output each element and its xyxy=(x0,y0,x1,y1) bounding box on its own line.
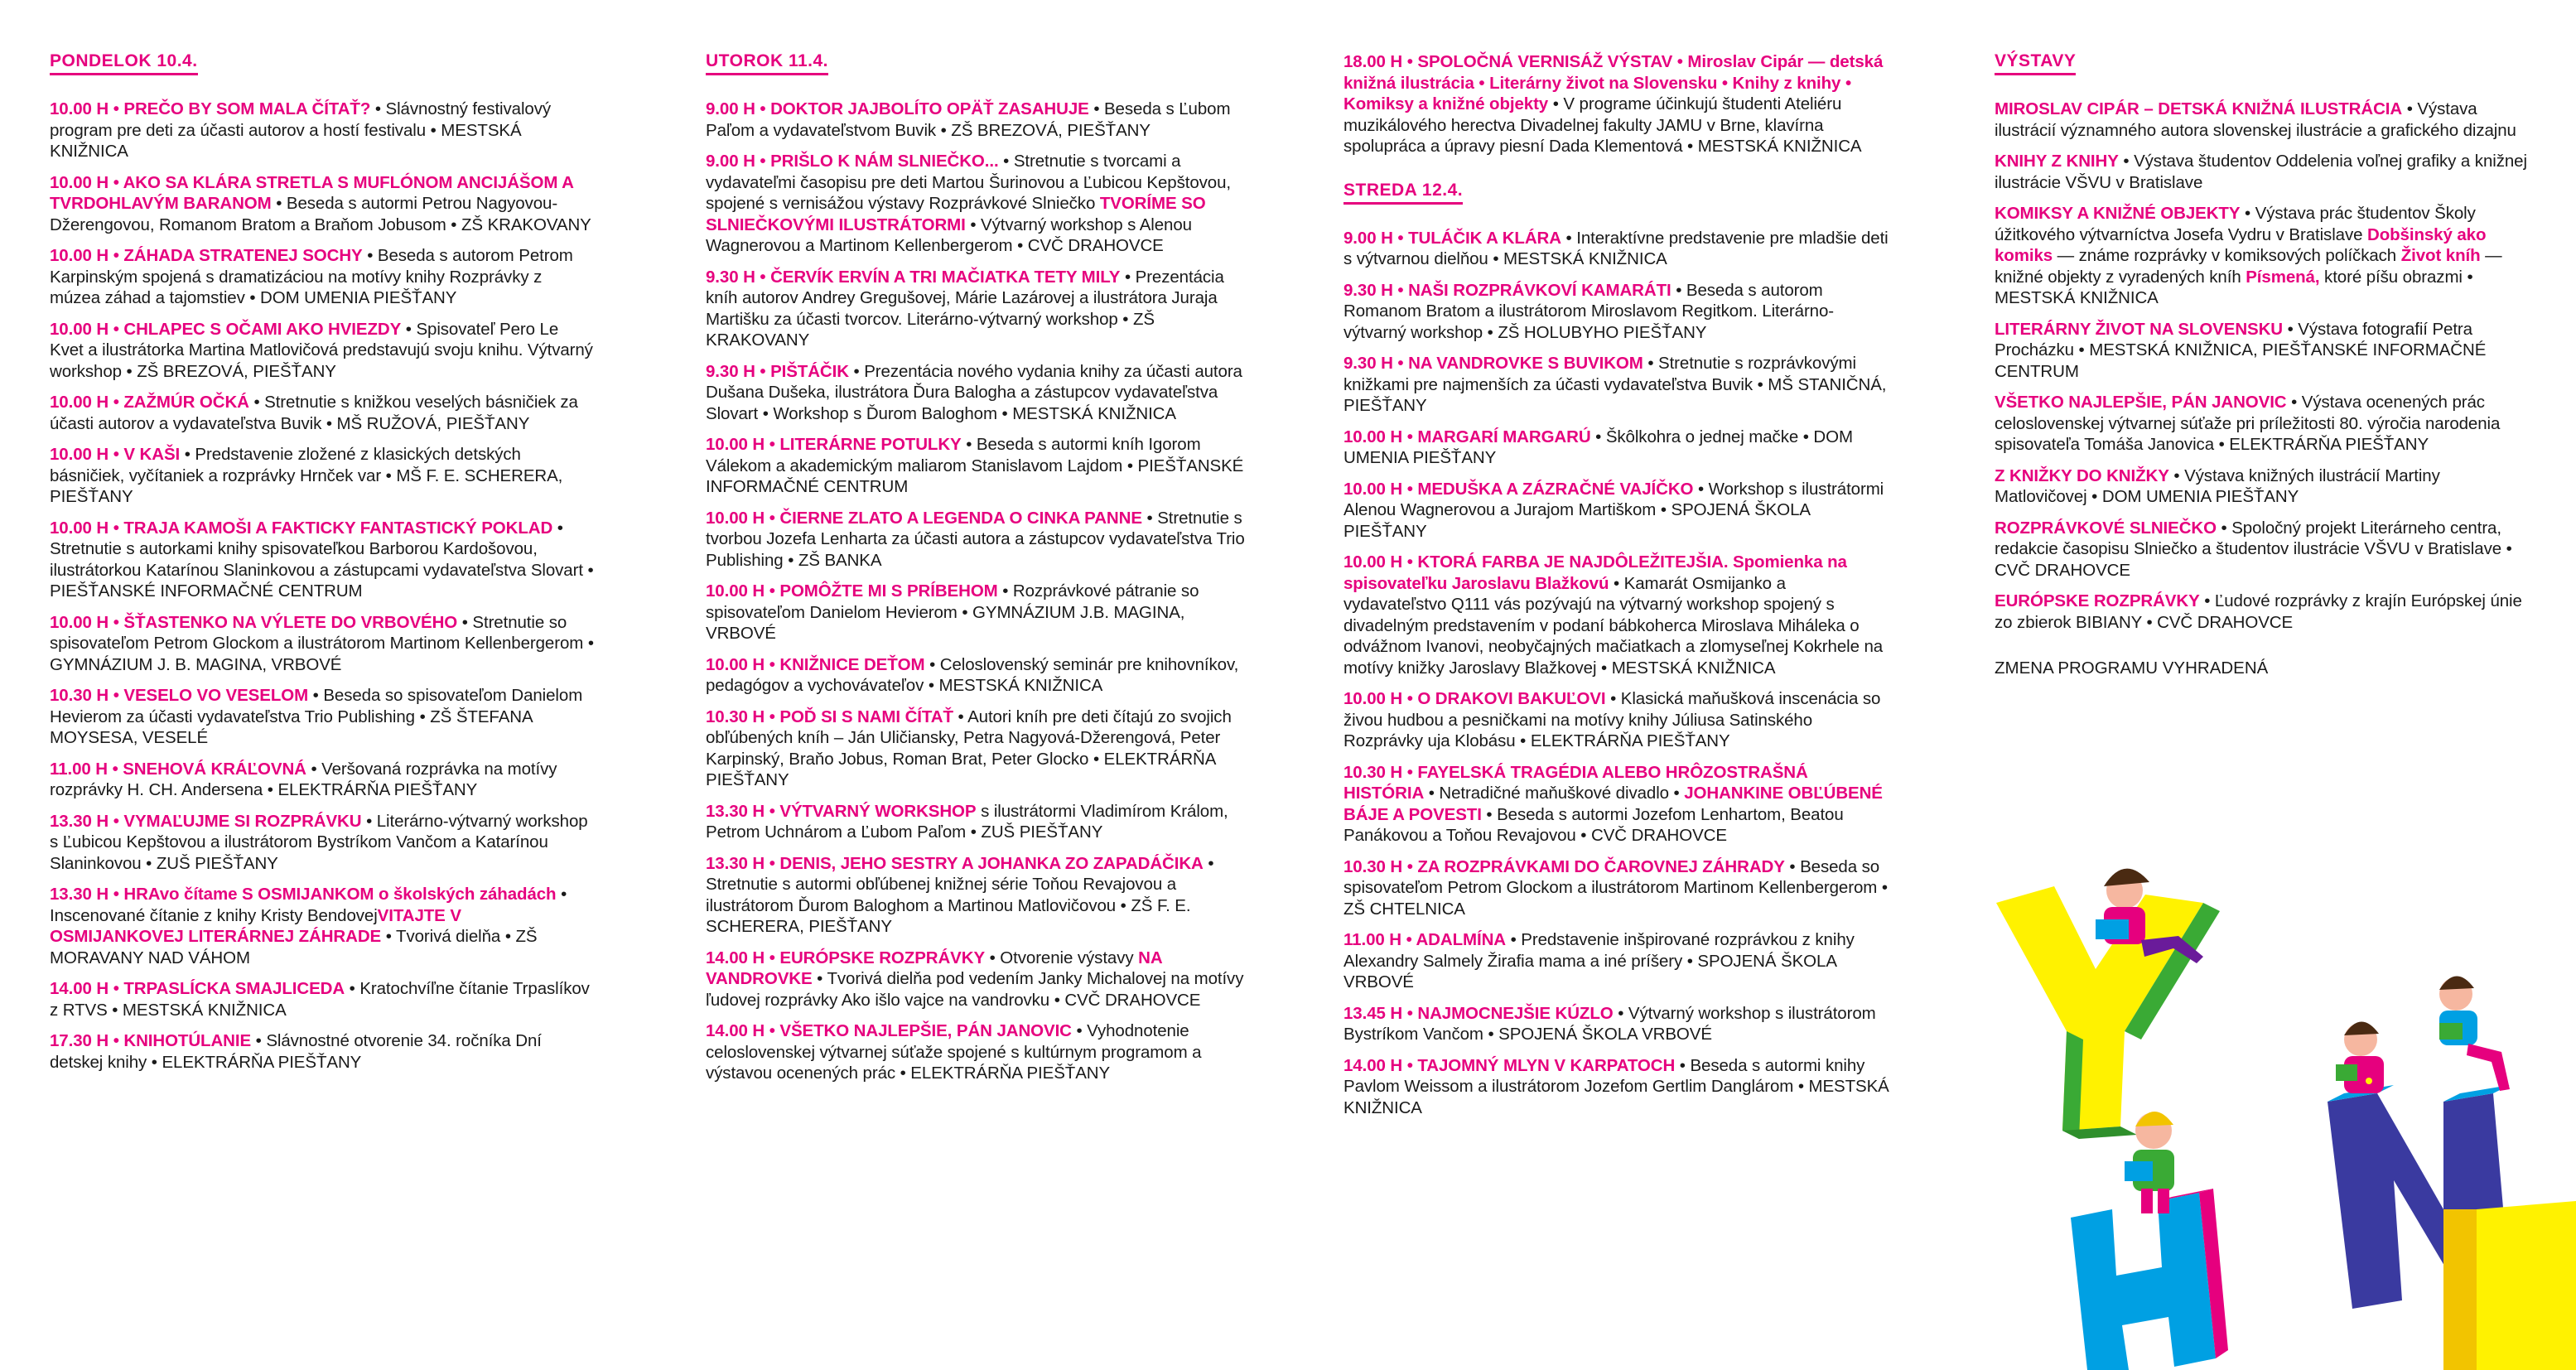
event-title: 10.00 H • MEDUŠKA A ZÁZRAČNÉ VAJÍČKO xyxy=(1343,479,1694,499)
event-description: • Beseda s autorom Petrom Karpinským spojená s dramatizáciou na motívy knihy Rozprávky z múzea záhad a tajomstiev • DOM UMENIA PIEŠŤANY xyxy=(50,246,573,307)
event-description: • Stretnutie s tvorbou Jozefa Lenharta za účasti autora a zástupcov vydavateľstva Trio Publishing • ZŠ BANKA xyxy=(706,508,1245,570)
event-description: • Slávnostné otvorenie 34. ročníka Dní detskej knihy • ELEKTRÁRŇA PIEŠŤANY xyxy=(50,1031,542,1072)
day-heading: UTOROK 11.4. xyxy=(706,51,828,75)
day-heading: PONDELOK 10.4. xyxy=(50,51,198,75)
event-list xyxy=(50,99,596,1073)
event-description: • Výstava knižných ilustrácií Martiny Matlovičovej • DOM UMENIA PIEŠŤANY xyxy=(1995,466,2440,506)
event-item xyxy=(706,151,1252,257)
event-title: 10.00 H • KTORÁ FARBA JE NAJDÔLEŽITEJŠIA. Spomienka na spisovateľku Jaroslavu Blažkovú xyxy=(1343,552,1847,593)
program-change-note: ZMENA PROGRAMU VYHRADENÁ xyxy=(1995,658,2269,678)
exhibition-item xyxy=(1995,99,2528,141)
event-title: 10.30 H • POĎ SI S NAMI ČÍTAŤ xyxy=(706,707,953,726)
event-title: 11.00 H • ADALMÍNA xyxy=(1343,930,1506,949)
exhibition-item xyxy=(1995,518,2528,581)
event-description: • Škôlkohra o jednej mačke • DOM UMENIA PIEŠŤANY xyxy=(1343,427,1853,467)
event-description: • Netradičné maňuškové divadlo • xyxy=(1424,784,1685,803)
event-title: 9.00 H • TULÁČIK A KLÁRA xyxy=(1343,228,1561,248)
event-title: 10.00 H • MARGARÍ MARGARÚ xyxy=(1343,427,1591,446)
event-title: 10.00 H • V KAŠI xyxy=(50,445,181,464)
event-item xyxy=(706,267,1252,351)
event-title: 9.00 H • DOKTOR JAJBOLÍTO OPÄŤ ZASAHUJE xyxy=(706,99,1089,118)
event-title: 10.30 H • VESELO VO VESELOM xyxy=(50,686,309,705)
event-title: 10.00 H • AKO SA KLÁRA STRETLA S MUFLÓNOM ANCIJÁŠOM A TVRDOHLAVÝM BARANOM xyxy=(50,172,574,213)
event-title: Život kníh xyxy=(2400,246,2481,265)
event-description: • Ľudové rozprávky z krajín Európskej únie zo zbierok BIBIANY • CVČ DRAHOVCE xyxy=(1995,591,2522,632)
event-item xyxy=(50,685,596,749)
event-title: 10.00 H • TRAJA KAMOŠI A FAKTICKY FANTASTICKÝ POKLAD xyxy=(50,518,553,538)
event-title: 13.30 H • VYMAĽUJME SI ROZPRÁVKU xyxy=(50,811,362,831)
event-item xyxy=(50,1030,596,1073)
exhibition-item xyxy=(1995,151,2528,193)
event-description: • Kratochvíľne čítanie Trpaslíkov z RTVS • MESTSKÁ KNIŽNICA xyxy=(50,979,590,1020)
event-title: 14.00 H • VŠETKO NAJLEPŠIE, PÁN JANOVIC xyxy=(706,1021,1072,1040)
event-item xyxy=(706,948,1252,1011)
event-title: KOMIKSY A KNIŽNÉ OBJEKTY xyxy=(1995,204,2241,223)
event-description: • Beseda s Ľubom Paľom a vydavateľstvom Buvik • ZŠ BREZOVÁ, PIEŠŤANY xyxy=(706,99,1231,140)
event-description: s ilustrátormi Vladimírom Králom, Petrom Uchnárom a Ľubom Paľom • ZUŠ PIEŠŤANY xyxy=(706,801,1228,842)
event-description: • Kamarát Osmijanko a vydavateľstvo Q111 vás pozývajú na výtvarný workshop spojený s divadelným predstavením v podaní bábkoherca Miroslava Miháleka o odvážnom Ivanovi, neobyčajných mačiatkach a zlomyseľnej Kokrhele na motívy knižky Jaroslavy Blažkovej • MESTSKÁ KNIŽNICA xyxy=(1343,573,1884,678)
event-title: 10.30 H • FAYELSKÁ TRAGÉDIA ALEBO HRÔZOSTRAŠNÁ HISTÓRIA xyxy=(1343,762,1808,803)
event-list xyxy=(1343,51,1890,157)
event-item xyxy=(1343,552,1890,678)
event-title: 17.30 H • KNIHOTÚLANIE xyxy=(50,1031,252,1050)
column-wednesday xyxy=(1343,51,1890,1128)
day-heading: STREDA 12.4. xyxy=(1343,181,1463,205)
event-item xyxy=(1343,353,1890,417)
event-list xyxy=(706,99,1252,1084)
event-title: 14.00 H • TAJOMNÝ MLYN V KARPATOCH xyxy=(1343,1055,1676,1075)
event-description: • Stretnutie s autorkami knihy spisovateľkou Barborou Kardošovou, ilustrátorkou Katarínou Slaninkovou a zástupcami vydavateľstva Slovart • PIEŠŤANSKÉ INFORMAČNÉ CENTRUM xyxy=(50,518,594,601)
event-description: • Beseda s autorom Romanom Bratom a ilustrátorom Miroslavom Regitkom. Literárno-výtvarný workshop • ZŠ HOLUBYHO PIEŠŤANY xyxy=(1343,280,1835,342)
event-description: • Beseda so spisovateľom Petrom Glockom a ilustrátorom Martinom Kellenbergerom • ZŠ CHTELNICA xyxy=(1343,856,1888,919)
event-title: KNIHY Z KNIHY xyxy=(1995,152,2119,171)
event-title: Dobšinský ako komiks xyxy=(1995,224,2487,265)
event-description: • Beseda s autormi kníh Igorom Válekom a akademickým maliarom Stanislavom Lajdom • PIEŠŤANSKÉ INFORMAČNÉ CENTRUM xyxy=(706,435,1244,496)
event-title: 13.30 H • HRAvo čítame S OSMIJANKOM o školských záhadách xyxy=(50,885,557,904)
event-description: • V programe účinkujú študenti Ateliéru muzikálového herectva Divadelnej fakulty JAMU v Brne, klavírna spolupráca a úpravy piesní Dada Klementová • MESTSKÁ KNIŽNICA xyxy=(1343,94,1862,156)
event-item xyxy=(50,811,596,875)
event-item xyxy=(1343,427,1890,469)
event-title: 9.00 H • PRIŠLO K NÁM SLNIEČKO... xyxy=(706,152,999,171)
event-item xyxy=(50,172,596,236)
reading-children-illustration xyxy=(1980,853,2576,1370)
event-title: VŠETKO NAJLEPŠIE, PÁN JANOVIC xyxy=(1995,393,2287,412)
event-item xyxy=(706,1020,1252,1084)
event-item xyxy=(50,444,596,508)
event-title: 10.00 H • CHLAPEC S OČAMI AKO HVIEZDY xyxy=(50,319,402,339)
event-description: • Slávnostný festivalový program pre deti za účasti autorov a hostí festivalu • MESTSKÁ KNIŽNICA xyxy=(50,99,552,161)
event-description: • Výstava prác študentov Školy úžitkového výtvarníctva Josefa Vydru v Bratislave xyxy=(1995,204,2476,244)
event-description: • Predstavenie zložené z klasických detských básničiek, vyčítaniek a rozprávky Hrnček var • MŠ F. E. SCHERERA, PIEŠŤANY xyxy=(50,445,563,506)
exhibition-item xyxy=(1995,591,2528,633)
event-title: JOHANKINE OBĽÚBENÉ BÁJE A POVESTI xyxy=(1343,784,1883,824)
event-description: • Beseda s autormi knihy Pavlom Weissom a ilustrátorom Jozefom Gertlim Danglárom • MESTSKÁ KNIŽNICA xyxy=(1343,1055,1889,1117)
event-description: • Beseda s autormi Jozefom Lenhartom, Beatou Panákovou a Toňou Revajovou • CVČ DRAHOVCE xyxy=(1343,804,1844,845)
event-description: • Beseda so spisovateľom Danielom Hevierom za účasti vydavateľstva Trio Publishing • ZŠ ŠTEFANA MOYSESA, VESELÉ xyxy=(50,686,583,747)
event-title: 10.00 H • ZAŽMÚR OČKÁ xyxy=(50,393,249,412)
event-item xyxy=(50,759,596,801)
event-title: 10.00 H • LITERÁRNE POTULKY xyxy=(706,435,962,454)
event-description: • Stretnutie s tvorcami a vydavateľmi časopisu pre deti Martou Šurinovou a Ľubicou Kepštovou, spojené s vernisážou výstavy Rozprávkové Slniečko xyxy=(706,152,1232,213)
event-description: • Tvorivá dielňa • ZŠ MORAVANY NAD VÁHOM xyxy=(50,927,538,967)
event-item xyxy=(50,884,596,968)
event-title: 10.00 H • ČIERNE ZLATO A LEGENDA O CINKA PANNE xyxy=(706,508,1142,528)
event-description: • Interaktívne predstavenie pre mladšie deti s výtvarnou dielňou • MESTSKÁ KNIŽNICA xyxy=(1343,228,1889,268)
exhibition-item xyxy=(1995,466,2528,508)
event-item xyxy=(706,654,1252,697)
event-item xyxy=(1343,280,1890,344)
event-item xyxy=(50,319,596,383)
event-description: • Workshop s ilustrátormi Alenou Wagnerovou a Jurajom Martiškom • SPOJENÁ ŠKOLA PIEŠŤANY xyxy=(1343,479,1884,541)
event-description: • Stretnutie so spisovateľom Petrom Glockom a ilustrátorom Martinom Kellenbergerom • GYMNÁZIUM J. B. MAGINA, VRBOVÉ xyxy=(50,612,594,674)
child-on-n-icon xyxy=(2336,976,2510,1093)
event-item xyxy=(1343,228,1890,270)
event-title: Písmená, xyxy=(2246,267,2320,287)
event-list xyxy=(1995,99,2528,633)
event-title: NA VANDROVKE xyxy=(706,948,1162,988)
event-item xyxy=(1343,479,1890,543)
event-item xyxy=(706,707,1252,791)
event-title: 14.00 H • TRPASLÍCKA SMAJLICEDA xyxy=(50,979,345,998)
event-description: — knižné objekty z vyradených kníh xyxy=(1995,246,2502,287)
event-title: Z KNIŽKY DO KNIŽKY xyxy=(1995,466,2169,485)
event-title: 9.30 H • NA VANDROVKE S BUVIKOM xyxy=(1343,354,1643,373)
event-description: • Stretnutie s autormi obľúbenej knižnej série Toňou Revajovou a ilustrátorom Ďurom Baloghom a Martinou Matlovičovou • ZŠ F. E. SCHERERA, PIEŠŤANY xyxy=(706,853,1214,936)
event-description: • Autori kníh pre deti čítajú zo svojich obľúbených kníh – Ján Uličiansky, Petra Nagyová-Džerengová, Peter Karpinský, Braňo Jobus, Roman Brat, Peter Glocko • ELEKTRÁRŇA PIEŠŤANY xyxy=(706,707,1232,789)
event-title: 9.30 H • PIŠTÁČIK xyxy=(706,361,849,381)
event-item xyxy=(50,392,596,434)
event-description: • Veršovaná rozprávka na motívy rozprávky H. CH. Andersena • ELEKTRÁRŇA PIEŠŤANY xyxy=(50,759,557,799)
letter-h-shape xyxy=(2071,1189,2228,1370)
event-description: • Tvorivá dielňa pod vedením Janky Michalovej na motívy ľudovej rozprávky Ako išlo vajce na vandrovku • CVČ DRAHOVCE xyxy=(706,969,1244,1010)
event-description: • Celoslovenský seminár pre knihovníkov, pedagógov a vychovávateľov • MESTSKÁ KNIŽNICA xyxy=(706,654,1239,695)
event-item xyxy=(706,508,1252,572)
column-tuesday xyxy=(706,51,1252,1094)
event-title: ROZPRÁVKOVÉ SLNIEČKO xyxy=(1995,518,2217,538)
column-monday xyxy=(50,51,596,1083)
event-description: • Klasická maňušková inscenácia so živou hudbou a pesničkami na motívy knihy Júliusa Satinského Rozprávky uja Klobásu • ELEKTRÁRŇA PIEŠŤANY xyxy=(1343,689,1881,750)
exhibition-item xyxy=(1995,392,2528,456)
event-description: • Výtvarný workshop s ilustrátorom Bystríkom Vančom • SPOJENÁ ŠKOLA VRBOVÉ xyxy=(1343,1003,1876,1044)
event-title: 13.30 H • DENIS, JEHO SESTRY A JOHANKA ZO ZAPADÁČIKA xyxy=(706,853,1204,873)
event-title: MIROSLAV CIPÁR – DETSKÁ KNIŽNÁ ILUSTRÁCIA xyxy=(1995,99,2403,118)
event-title: 9.30 H • NAŠI ROZPRÁVKOVÍ KAMARÁTI xyxy=(1343,280,1672,300)
event-description: • Výstava študentov Oddelenia voľnej grafiky a knižnej ilustrácie VŠVU v Bratislave xyxy=(1995,152,2527,192)
event-description: • Vyhodnotenie celoslovenskej výtvarnej súťaže spojené s kultúrnym programom a výstavou ocenených prác • ELEKTRÁRŇA PIEŠŤANY xyxy=(706,1021,1202,1083)
event-title: 18.00 H • SPOLOČNÁ VERNISÁŽ VÝSTAV • Miroslav Cipár — detská knižná ilustrácia • Literárny život na Slovensku • Knihy z knihy • Komiksy a knižné objekty xyxy=(1343,52,1884,113)
event-title: VITAJTE V OSMIJANKOVEJ LITERÁRNEJ ZÁHRADE xyxy=(50,905,461,946)
event-item xyxy=(50,99,596,162)
event-item xyxy=(1343,688,1890,752)
event-description: • Výstava ocenených prác celoslovenskej výtvarnej súťaže pri príležitosti 80. výročia narodenia spisovateľa Tomáša Janovica • ELEKTRÁRŇA PIEŠŤANY xyxy=(1995,393,2501,454)
event-title: TVORÍME SO SLNIEČKOVÝMI ILUSTRÁTORMI xyxy=(706,194,1206,234)
event-title: 14.00 H • EURÓPSKE ROZPRÁVKY xyxy=(706,948,986,967)
event-description: • Výstava ilustrácií významného autora slovenskej ilustrácie a grafického dizajnu xyxy=(1995,99,2516,140)
event-title: 11.00 H • SNEHOVÁ KRÁĽOVNÁ xyxy=(50,759,306,779)
event-title: 10.00 H • ŠŤASTENKO NA VÝLETE DO VRBOVÉHO xyxy=(50,612,458,632)
column-exhibitions xyxy=(1995,51,2528,679)
event-item xyxy=(706,581,1252,644)
event-description: • Výstava fotografií Petra Procházku • MESTSKÁ KNIŽNICA, PIEŠŤANSKÉ INFORMAČNÉ CENTRUM xyxy=(1995,319,2487,381)
event-description: • Beseda s autormi Petrou Nagyovou-Džerengovou, Romanom Bratom a Braňom Jobusom • ZŠ KRAKOVANY xyxy=(50,194,591,234)
event-title: 13.30 H • VÝTVARNÝ WORKSHOP xyxy=(706,801,977,821)
event-title: 10.00 H • KNIŽNICE DEŤOM xyxy=(706,654,925,674)
event-item xyxy=(1343,1055,1890,1119)
event-item xyxy=(706,853,1252,938)
event-description: • Spoločný projekt Literárneho centra, redakcie časopisu Slniečko a študentov ilustrácie VŠVU v Bratislave • CVČ DRAHOVCE xyxy=(1995,518,2512,580)
event-description: • Otvorenie výstavy xyxy=(985,948,1139,967)
event-description: • Prezentácia nového vydania knihy za účasti autora Dušana Dušeka, ilustrátora Ďura Balogha a zástupcov vydavateľstva Slovart • Workshop s Ďurom Baloghom • MESTSKÁ KNIŽNICA xyxy=(706,361,1242,423)
event-description: • Prezentácia kníh autorov Andrey Gregušovej, Márie Lazárovej a ilustrátora Juraja Martišku za účasti tvorcov. Literárno-výtvarný workshop • ZŠ KRAKOVANY xyxy=(706,267,1224,350)
event-item xyxy=(1343,762,1890,847)
event-item xyxy=(50,245,596,309)
day-heading: VÝSTAVY xyxy=(1995,51,2076,75)
event-description: ktoré píšu obrazmi • MESTSKÁ KNIŽNICA xyxy=(1995,267,2473,307)
event-title: 10.00 H • POMÔŽTE MI S PRÍBEHOM xyxy=(706,581,998,601)
letter-n-shape xyxy=(2328,1085,2576,1370)
event-description: • Inscenované čítanie z knihy Kristy Bendovej xyxy=(50,885,567,925)
event-title: LITERÁRNY ŽIVOT NA SLOVENSKU xyxy=(1995,319,2284,339)
event-item xyxy=(1343,929,1890,993)
event-description: • Literárno-výtvarný workshop s Ľubicou Kepštovou a ilustrátorom Bystríkom Vančom a Katarínou Slaninkovou • ZUŠ PIEŠŤANY xyxy=(50,811,588,873)
event-title: 9.30 H • ČERVÍK ERVÍN A TRI MAČIATKA TETY MILY xyxy=(706,267,1121,287)
event-item xyxy=(50,978,596,1020)
event-item xyxy=(706,801,1252,843)
event-description: • Stretnutie s rozprávkovými knižkami pre najmenších za účasti vydavateľstva Buvik • MŠ STANIČNÁ, PIEŠŤANY xyxy=(1343,354,1887,415)
event-title: 10.30 H • ZA ROZPRÁVKAMI DO ČAROVNEJ ZÁHRADY xyxy=(1343,856,1785,876)
event-item xyxy=(1343,856,1890,920)
event-title: 10.00 H • O DRAKOVI BAKUĽOVI xyxy=(1343,689,1606,708)
event-title: 10.00 H • ZÁHADA STRATENEJ SOCHY xyxy=(50,246,363,265)
event-item xyxy=(1343,1003,1890,1045)
event-list xyxy=(1343,228,1890,1119)
event-description: • Stretnutie s knižkou veselých básničiek za účasti autorov a vydavateľstva Buvik • MŠ RUŽOVÁ, PIEŠŤANY xyxy=(50,393,578,433)
exhibition-item xyxy=(1995,319,2528,383)
event-description: • Výtvarný workshop s Alenou Wagnerovou a Martinom Kellenbergerom • CVČ DRAHOVCE xyxy=(706,215,1192,255)
event-item xyxy=(706,99,1252,141)
child-on-h-icon xyxy=(2125,1112,2174,1213)
exhibition-item xyxy=(1995,203,2528,309)
event-description: — známe rozprávky v komiksových políčkach xyxy=(2053,246,2401,265)
event-item xyxy=(706,434,1252,498)
event-description: • Spisovateľ Pero Le Kvet a ilustrátorka Martina Matlovičová predstavujú svoju knihu. Výtvarný workshop • ZŠ BREZOVÁ, PIEŠŤANY xyxy=(50,319,593,381)
event-item xyxy=(706,361,1252,425)
event-item xyxy=(50,518,596,602)
event-description: • Predstavenie inšpirované rozprávkou z knihy Alexandry Salmely Žirafia mama a iné príšery • SPOJENÁ ŠKOLA VRBOVÉ xyxy=(1343,930,1855,991)
event-item xyxy=(50,612,596,676)
event-title: EURÓPSKE ROZPRÁVKY xyxy=(1995,591,2200,610)
event-item xyxy=(1343,51,1890,157)
event-description: • Rozprávkové pátranie so spisovateľom Danielom Hevierom • GYMNÁZIUM J.B. MAGINA, VRBOVÉ xyxy=(706,581,1199,643)
event-title: 10.00 H • PREČO BY SOM MALA ČÍTAŤ? xyxy=(50,99,371,118)
event-title: 13.45 H • NAJMOCNEJŠIE KÚZLO xyxy=(1343,1003,1614,1023)
